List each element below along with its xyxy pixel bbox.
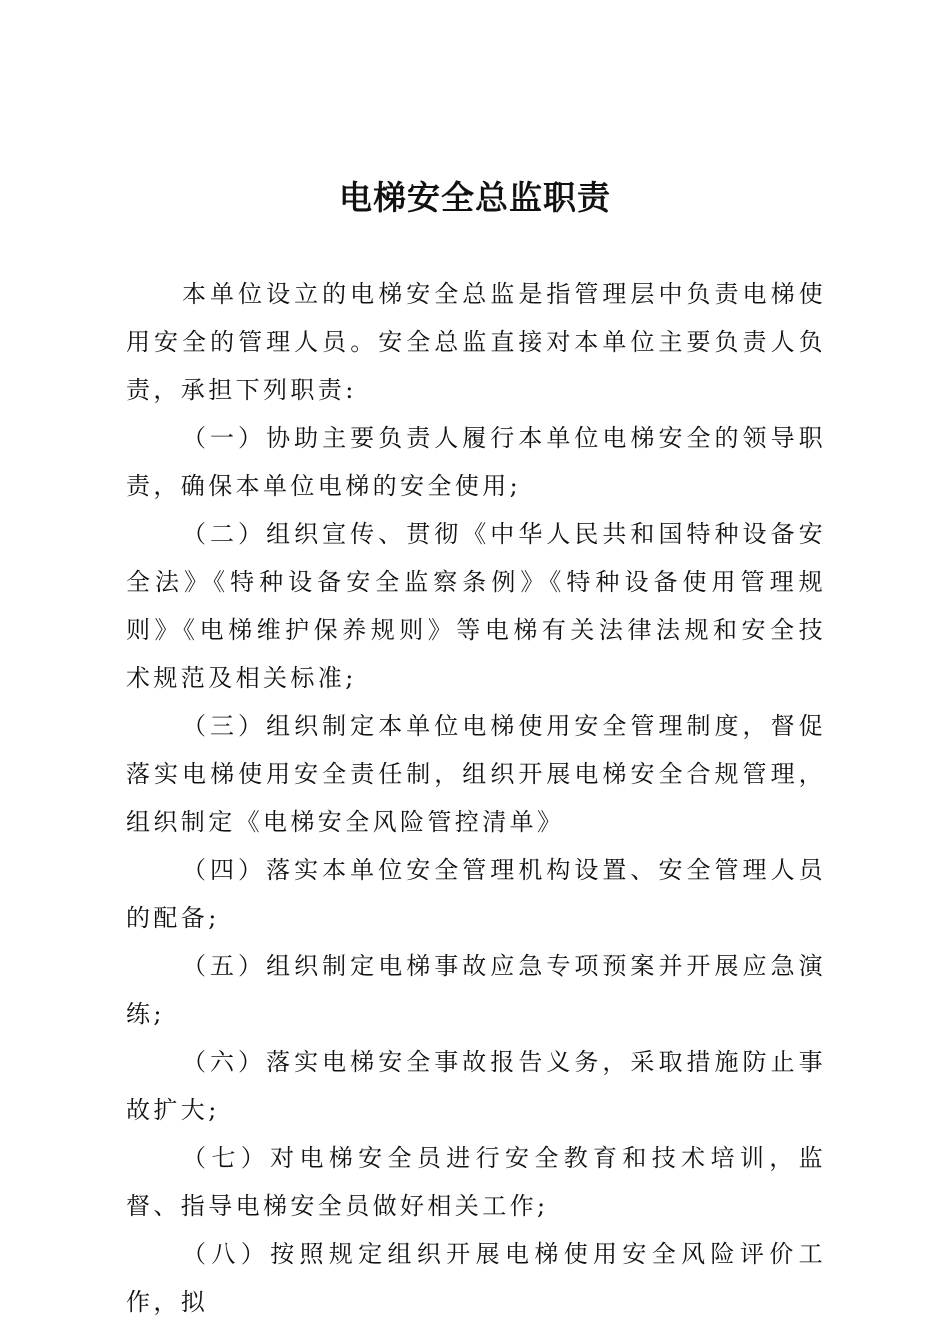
- document-title: 电梯安全总监职责: [339, 178, 611, 217]
- paragraph-duty-7: （七）对电梯安全员进行安全教育和技术培训，监督、指导电梯安全员做好相关工作;: [126, 1144, 826, 1220]
- paragraph-duty-6: （六）落实电梯安全事故报告义务，采取措施防止事故扩大;: [126, 1048, 826, 1124]
- paragraph-duty-2: （二）组织宣传、贯彻《中华人民共和国特种设备安全法》《特种设备安全监察条例》《特种设备使用管理规则》《电梯维护保养规则》等电梯有关法律法规和安全技术规范及相关标准;: [126, 520, 826, 692]
- paragraph-duty-8: （八）按照规定组织开展电梯使用安全风险评价工作，拟: [126, 1240, 826, 1316]
- paragraph-duty-1: （一）协助主要负责人履行本单位电梯安全的领导职责，确保本单位电梯的安全使用;: [126, 424, 826, 500]
- paragraph-duty-3: （三）组织制定本单位电梯使用安全管理制度，督促落实电梯使用安全责任制，组织开展电梯安全合规管理，组织制定《电梯安全风险管控清单》: [126, 712, 826, 836]
- document-body: [126, 270, 826, 1326]
- paragraph-duty-5: （五）组织制定电梯事故应急专项预案并开展应急演练;: [126, 952, 826, 1028]
- paragraph-duty-4: （四）落实本单位安全管理机构设置、安全管理人员的配备;: [126, 856, 826, 932]
- paragraph-intro: 本单位设立的电梯安全总监是指管理层中负责电梯使用安全的管理人员。安全总监直接对本单位主要负责人负责，承担下列职责:: [126, 280, 826, 404]
